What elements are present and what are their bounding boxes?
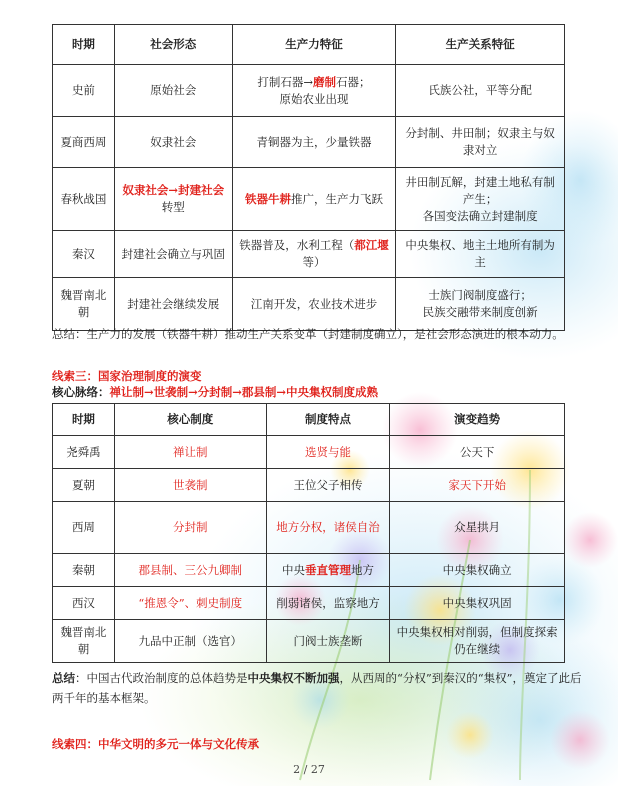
productivity-cell: 铁器普及，水利工程（都江堰等） (232, 231, 396, 278)
table-row (53, 620, 565, 663)
system-cell: 禅让制 (114, 436, 266, 469)
table-header-row (53, 25, 565, 65)
header-cell: 时期 (53, 25, 115, 65)
system-cell: “推恩令”、刺史制度 (114, 587, 266, 620)
header-cell: 演变趋势 (390, 404, 565, 436)
page-number: 2 / 27 (293, 763, 325, 776)
period-cell: 秦汉 (53, 231, 115, 278)
period-cell: 魏晋南北朝 (53, 620, 115, 663)
table-row (53, 502, 565, 554)
summary-2: 总结：中国古代政治制度的总体趋势是中央集权不断加强，从西周的“分权”到秦汉的“集权”，奠定了此后两千年的基本框架。 (52, 671, 582, 705)
core-context-line: 核心脉络：禅让制→世袭制→分封制→郡县制→中央集权制度成熟 (52, 385, 379, 399)
table-row (53, 587, 565, 620)
feature-cell: 削弱诸侯，监察地方 (266, 587, 390, 620)
trend-cell: 众星拱月 (390, 502, 565, 554)
trend-cell: 中央集权相对削弱，但制度探索仍在继续 (390, 620, 565, 663)
table-row (53, 469, 565, 502)
system-cell: 世袭制 (114, 469, 266, 502)
trend-cell: 家天下开始 (390, 469, 565, 502)
period-cell: 秦朝 (53, 554, 115, 587)
header-cell: 社会形态 (114, 25, 232, 65)
feature-cell: 门阀士族垄断 (266, 620, 390, 663)
feature-cell: 地方分权，诸侯自治 (266, 502, 390, 554)
productivity-cell: 铁器牛耕推广，生产力飞跃 (232, 168, 396, 231)
header-cell: 核心制度 (114, 404, 266, 436)
period-cell: 夏朝 (53, 469, 115, 502)
summary-1: 总结：生产力的发展（铁器牛耕）推动生产关系变革（封建制度确立），是社会形态演进的根本动力。 (52, 327, 564, 341)
period-cell: 西汉 (53, 587, 115, 620)
relation-cell: 分封制、井田制；奴隶主与奴隶对立 (396, 117, 565, 168)
trend-cell: 中央集权确立 (390, 554, 565, 587)
table-row (53, 231, 565, 278)
trend-cell: 公天下 (390, 436, 565, 469)
period-cell: 魏晋南北朝 (53, 278, 115, 331)
form-cell: 原始社会 (114, 65, 232, 117)
period-cell: 史前 (53, 65, 115, 117)
form-cell: 封建社会确立与巩固 (114, 231, 232, 278)
system-cell: 分封制 (114, 502, 266, 554)
trend-cell: 中央集权巩固 (390, 587, 565, 620)
table-row (53, 117, 565, 168)
relation-cell: 井田制瓦解，封建土地私有制产生； 各国变法确立封建制度 (396, 168, 565, 231)
form-cell: 奴隶社会→封建社会转型 (114, 168, 232, 231)
period-cell: 西周 (53, 502, 115, 554)
feature-cell: 中央垂直管理地方 (266, 554, 390, 587)
feature-cell: 王位父子相传 (266, 469, 390, 502)
header-cell: 生产关系特征 (396, 25, 565, 65)
table-row (53, 65, 565, 117)
header-cell: 时期 (53, 404, 115, 436)
section-4-heading: 线索四：中华文明的多元一体与文化传承 (52, 737, 259, 751)
governance-systems-table (52, 403, 565, 663)
system-cell: 郡县制、三公九卿制 (114, 554, 266, 587)
section-3-heading: 线索三：国家治理制度的演变 (52, 369, 202, 383)
form-cell: 奴隶社会 (114, 117, 232, 168)
productivity-cell: 江南开发，农业技术进步 (232, 278, 396, 331)
period-cell: 夏商西周 (53, 117, 115, 168)
system-cell: 九品中正制（选官） (114, 620, 266, 663)
social-forms-table (52, 24, 565, 331)
productivity-cell: 青铜器为主，少量铁器 (232, 117, 396, 168)
productivity-cell: 打制石器→磨制石器； 原始农业出现 (232, 65, 396, 117)
relation-cell: 士族门阀制度盛行； 民族交融带来制度创新 (396, 278, 565, 331)
relation-cell: 氏族公社，平等分配 (396, 65, 565, 117)
feature-cell: 选贤与能 (266, 436, 390, 469)
table-row (53, 278, 565, 331)
form-cell: 封建社会继续发展 (114, 278, 232, 331)
table-header-row (53, 404, 565, 436)
table-row (53, 168, 565, 231)
header-cell: 制度特点 (266, 404, 390, 436)
period-cell: 春秋战国 (53, 168, 115, 231)
table-row (53, 436, 565, 469)
table-row (53, 554, 565, 587)
relation-cell: 中央集权、地主土地所有制为主 (396, 231, 565, 278)
header-cell: 生产力特征 (232, 25, 396, 65)
period-cell: 尧舜禹 (53, 436, 115, 469)
